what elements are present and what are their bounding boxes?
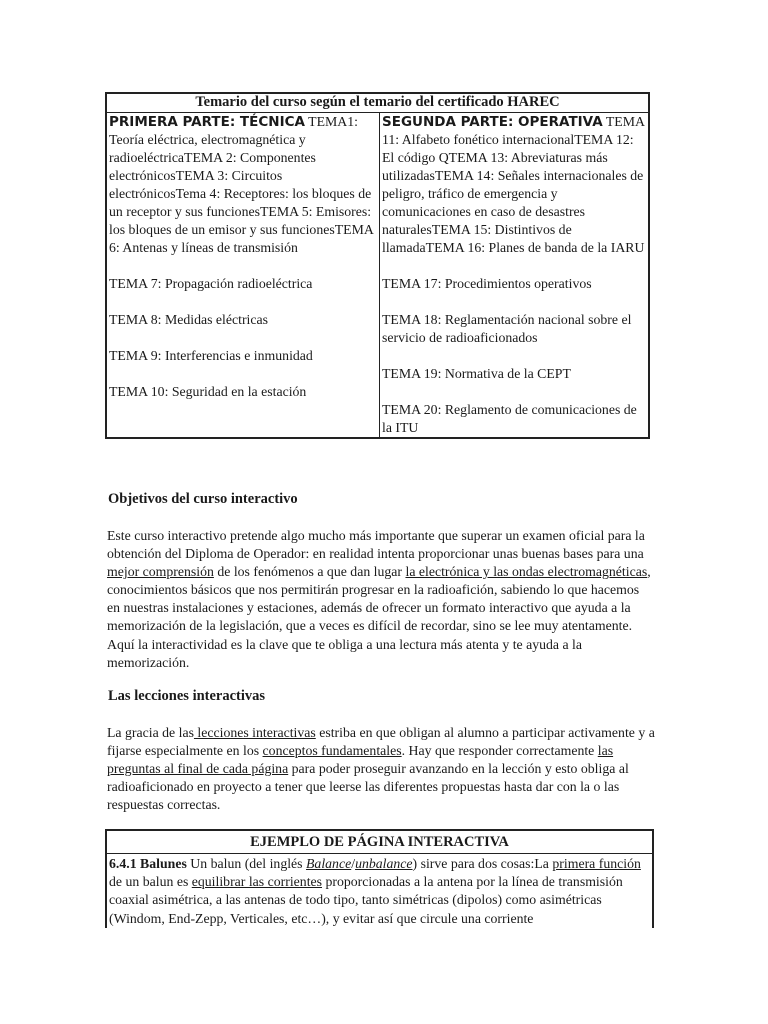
link-mejor-comprension[interactable]: mejor comprensión (107, 564, 214, 580)
link-preguntas-final[interactable]: las preguntas al final de cada página (107, 743, 614, 777)
topic-9: TEMA 9: Interferencias e inmunidad (109, 348, 313, 363)
link-conceptos-fundamentales[interactable]: conceptos fundamentales (262, 743, 402, 759)
topic-17: TEMA 17: Procedimientos operativos (382, 276, 592, 291)
link-equilibrar-corrientes[interactable]: equilibrar las corrientes (191, 874, 323, 890)
example-text-a: Un balun (del inglés (186, 856, 306, 871)
syllabus-left-column (106, 113, 380, 439)
link-unbalance[interactable]: unbalance (355, 856, 413, 871)
topic-20: TEMA 20: Reglamento de comunicaciones de la ITU (382, 402, 637, 435)
lecciones-text-d: para poder proseguir avanzando en la lección y esto obliga al radioaficionado en proyecto a tener que leerse las diferentes propuestas hasta dar con la o las respuestas correctas. (107, 761, 629, 813)
example-body (106, 854, 653, 928)
syllabus-right-column (380, 113, 650, 439)
topic-19: TEMA 19: Normativa de la CEPT (382, 366, 571, 381)
part-one-topics: TEMA1: Teoría eléctrica, electromagnética y radioeléctricaTEMA 2: Componentes electrónicosTEMA 3: Circuitos electrónicosTema 4: Receptores: los bloques de un receptor y sus funcionesTEMA 5: Emisores: los bloques de un emisor y sus funcionesTEMA 6: Antenas y líneas de transmisión (109, 114, 374, 255)
example-text-c: de un balun es (109, 874, 192, 890)
objetivos-text-c: , conocimientos básicos que nos permitirán progresar en la radioafición, sabiendo lo que hacemos en nuestras instalaciones y estaciones, además de ofrecer un formato interactivo que ayuda a la memorización de la legislación, que a veces es difícil de recordar, sino se lee muy atentamente. Aquí la interactividad es la clave que te obliga a una lectura más atenta y te ayuda a la memorización. (107, 564, 651, 670)
link-balance[interactable]: Balance (306, 856, 352, 871)
lecciones-paragraph (107, 724, 655, 814)
link-lecciones-interactivas[interactable]: lecciones interactivas (193, 725, 316, 740)
example-slash: / (351, 856, 356, 871)
syllabus-title: Temario del curso según el temario del certificado HAREC (106, 93, 649, 113)
link-electronica-ondas[interactable]: la electrónica y las ondas electromagnéticas (405, 564, 648, 580)
part-two-heading: SEGUNDA PARTE: OPERATIVA (382, 114, 603, 130)
lecciones-text-a: La gracia de las (107, 725, 194, 740)
example-text-b: ) sirve para dos cosas:La (412, 856, 553, 871)
part-one-heading: PRIMERA PARTE: TÉCNICA (109, 114, 305, 130)
lecciones-text-c: . Hay que responder correctamente (401, 743, 598, 759)
topic-18: TEMA 18: Reglamentación nacional sobre el servicio de radioaficionados (382, 312, 632, 345)
topic-10: TEMA 10: Seguridad en la estación (109, 384, 307, 399)
link-primera-funcion[interactable]: primera función (552, 856, 641, 871)
lecciones-heading: Las lecciones interactivas (108, 688, 266, 704)
topic-7: TEMA 7: Propagación radioeléctrica (109, 276, 313, 291)
example-section-heading: 6.4.1 Balunes (109, 856, 187, 871)
example-table (105, 829, 654, 928)
example-title: EJEMPLO DE PÁGINA INTERACTIVA (106, 830, 653, 854)
syllabus-table (105, 92, 650, 439)
example-text-d: proporcionadas a la antena por la línea de transmisión coaxial asimétrica, a las antenas de todo tipo, tanto simétricas (dipolos) como asimétricas (Windom, End-Zepp, Verticales, etc…), y evitar así que circule una corriente (109, 874, 623, 926)
objetivos-text-b: de los fenómenos a que dan lugar (213, 564, 406, 580)
part-two-topics: TEMA 11: Alfabeto fonético internacionalTEMA 12: El código QTEMA 13: Abreviaturas más utilizadasTEMA 14: Señales internacionales de peligro, tráfico de emergencia y comunicaciones en caso de desastres naturalesTEMA 15: Distintivos de llamadaTEMA 16: Planes de banda de la IARU (382, 114, 645, 255)
lecciones-text-b: estriba en que obligan al alumno a participar activamente y a fijarse especialmente en los (107, 725, 655, 759)
objetivos-text-a: Este curso interactivo pretende algo mucho más importante que superar un examen oficial para la obtención del Diploma de Operador: en realidad intenta proporcionar unas buenas bases para una (107, 528, 645, 562)
topic-8: TEMA 8: Medidas eléctricas (109, 312, 269, 327)
objetivos-paragraph (107, 527, 655, 672)
objetivos-heading: Objetivos del curso interactivo (108, 491, 298, 507)
